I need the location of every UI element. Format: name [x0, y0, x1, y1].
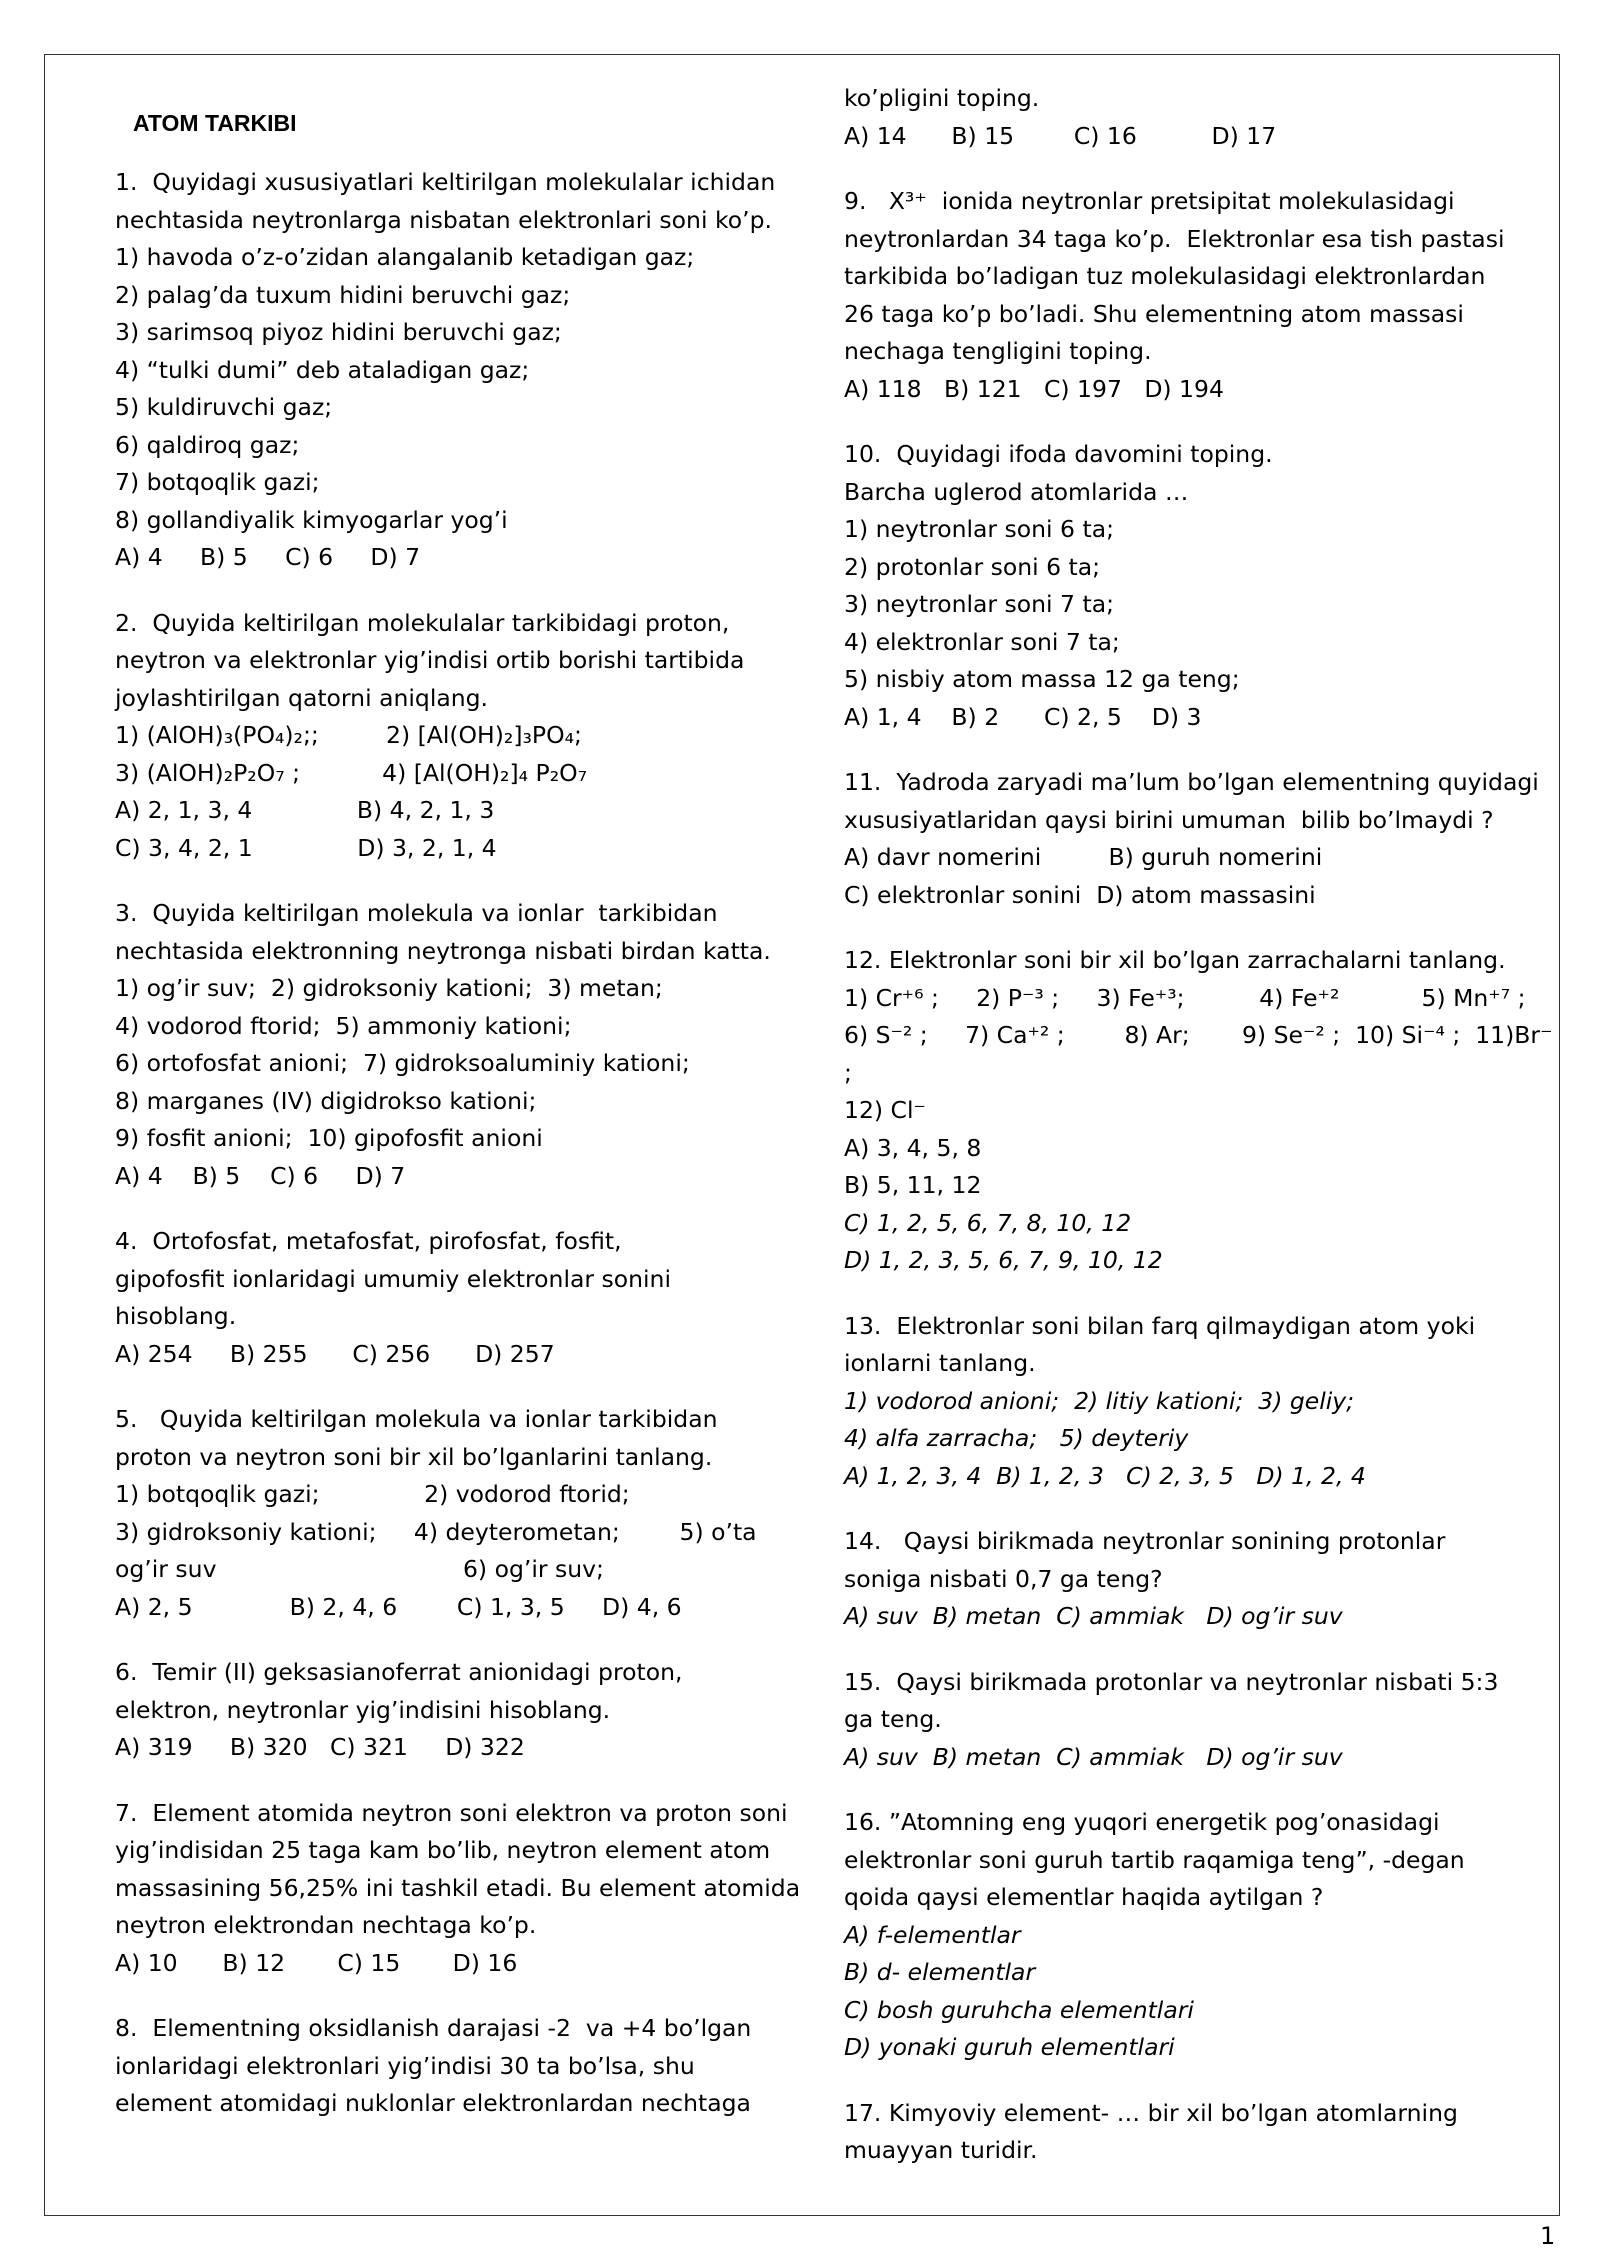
question-line: ko’pligini toping.: [844, 84, 1040, 112]
question-line: nechtasida neytronlarga nisbatan elektronlari soni ko’p.: [115, 205, 772, 234]
question-block: [115, 1654, 840, 1767]
question-block: [115, 164, 840, 577]
question-line: A) 2, 1, 3, 4 B) 4, 2, 1, 3: [115, 796, 495, 824]
question-line: 5. Quyida keltirilgan molekula va ionlar tarkibidan: [115, 1405, 718, 1433]
answer-line: A) f-elementlar: [844, 1920, 1021, 1949]
question-line: ionlaridagi elektronlari yig’indisi 30 ta bo’lsa, shu: [115, 2051, 695, 2080]
question-line: A) 4 B) 5 C) 6 D) 7: [115, 1161, 406, 1190]
question-line: 9. X³⁺ ionida neytronlar pretsipitat molekulasidagi: [844, 187, 1455, 215]
question-line: 14. Qaysi birikmada neytronlar sonining protonlar: [844, 1527, 1446, 1555]
question-line: 13. Elektronlar soni bilan farq qilmaydigan atom yoki: [844, 1311, 1476, 1340]
question-line: joylashtirilgan qatorni aniqlang.: [115, 683, 489, 712]
question-line: A) 10 B) 12 C) 15 D) 16: [115, 1948, 518, 1977]
question-block: [844, 1804, 1559, 2067]
question-line: nechtasida elektronning neytronga nisbati birdan katta.: [115, 936, 771, 965]
question-line: proton va neytron soni bir xil bo’lganlarini tanlang.: [115, 1442, 713, 1471]
question-line: 6) S⁻² ; 7) Ca⁺² ; 8) Ar; 9) Se⁻² ; 10) Si⁻⁴ ; 11)Br⁻ ;: [844, 1021, 1560, 1087]
question-line: 1) havoda o’z-o’zidan alangalanib ketadigan gaz;: [115, 243, 695, 271]
question-line: gipofosfit ionlaridagi umumiy elektronlar sonini: [115, 1264, 671, 1293]
question-line: 6) qaldiroq gaz;: [115, 430, 300, 459]
question-line: 4) elektronlar soni 7 ta;: [844, 627, 1120, 656]
question-block: [115, 605, 840, 868]
page-number: 1: [1540, 2222, 1556, 2250]
question-line: soniga nisbati 0,7 ga teng?: [844, 1564, 1163, 1593]
question-line: 1) (AlOH)₃(PO₄)₂;; 2) [Al(OH)₂]₃PO₄;: [115, 721, 582, 749]
question-line: A) 254 B) 255 C) 256 D) 257: [115, 1339, 555, 1368]
question-line: A) 319 B) 320 C) 321 D) 322: [115, 1733, 525, 1761]
question-line: C) elektronlar sonini D) atom massasini: [844, 880, 1316, 909]
question-line: elektron, neytronlar yig’indisini hisoblang.: [115, 1695, 611, 1724]
answer-line: A) 1, 2, 3, 4 B) 1, 2, 3 C) 2, 3, 5 D) 1, 2, 4: [844, 1461, 1366, 1490]
question-line: hisoblang.: [115, 1302, 237, 1330]
left-column: [115, 164, 840, 2151]
question-line: tarkibida bo’ladigan tuz molekulasidagi elektronlardan: [844, 262, 1486, 290]
question-block: [115, 2010, 840, 2123]
answer-line: B) d- elementlar: [844, 1958, 1036, 1986]
question-line: 15. Qaysi birikmada protonlar va neytronlar nisbati 5:3: [844, 1667, 1499, 1696]
question-line: 8. Elementning oksidlanish darajasi -2 va +4 bo’lgan: [115, 2014, 752, 2042]
question-line: 6. Temir (II) geksasianoferrat anionidagi proton,: [115, 1658, 683, 1686]
question-line: A) 3, 4, 5, 8: [844, 1133, 982, 1162]
question-line: 8) marganes (IV) digidrokso kationi;: [115, 1086, 537, 1115]
question-line: muayyan turidir.: [844, 2136, 1038, 2164]
question-block: [844, 764, 1559, 914]
question-line: 17. Kimyoviy element- … bir xil bo’lgan atomlarning: [844, 2098, 1458, 2127]
question-line: A) 1, 4 B) 2 C) 2, 5 D) 3: [844, 702, 1202, 731]
right-column: [844, 80, 1559, 2198]
answer-line: A) suv B) metan C) ammiak D) og’ir suv: [844, 1742, 1343, 1771]
answer-line: C) 1, 2, 5, 6, 7, 8, 10, 12: [844, 1208, 1132, 1237]
question-line: 2) palag’da tuxum hidini beruvchi gaz;: [115, 280, 571, 309]
question-line: neytron va elektronlar yig’indisi ortib borishi tartibida: [115, 646, 745, 674]
question-block: [844, 1523, 1559, 1636]
question-line: 4) “tulki dumi” deb ataladigan gaz;: [115, 355, 530, 384]
answer-line: C) bosh guruhcha elementlari: [844, 1995, 1194, 2024]
question-block: [115, 1401, 840, 1626]
question-line: yig’indisidan 25 taga kam bo’lib, neytron element atom: [115, 1836, 771, 1864]
question-line: 4. Ortofosfat, metafosfat, pirofosfat, fosfit,: [115, 1227, 622, 1255]
answer-line: 4) alfa zarracha; 5) deyteriy: [844, 1424, 1189, 1452]
question-line: massasining 56,25% ini tashkil etadi. Bu element atomida: [115, 1873, 801, 1902]
question-line: 16. ”Atomning eng yuqori energetik pog’onasidagi: [844, 1808, 1440, 1836]
question-line: xususiyatlaridan qaysi birini umuman bilib bo’lmaydi ?: [844, 805, 1494, 834]
question-line: Barcha uglerod atomlarida …: [844, 477, 1189, 506]
question-line: A) davr nomerini B) guruh nomerini: [844, 843, 1323, 871]
question-line: qoida qaysi elementlar haqida aytilgan ?: [844, 1883, 1324, 1911]
question-line: ga teng.: [844, 1705, 942, 1733]
document-title: ATOM TARKIBI: [133, 110, 297, 136]
question-block: [115, 1223, 840, 1373]
question-line: ionlarni tanlang.: [844, 1349, 1036, 1377]
question-block: [844, 2095, 1559, 2170]
question-line: 6) ortofosfat anioni; 7) gidroksoaluminiy kationi;: [115, 1049, 690, 1077]
question-line: 3) neytronlar soni 7 ta;: [844, 590, 1115, 618]
question-block: [844, 1664, 1559, 1777]
question-line: 3) sarimsoq piyoz hidini beruvchi gaz;: [115, 318, 562, 346]
question-line: 11. Yadroda zaryadi ma’lum bo’lgan elementning quyidagi: [844, 768, 1539, 796]
question-line: 1) og’ir suv; 2) gidroksoniy kationi; 3) metan;: [115, 974, 663, 1002]
question-block: [844, 80, 1559, 155]
question-block: [844, 436, 1559, 736]
question-line: A) 14 B) 15 C) 16 D) 17: [844, 121, 1277, 150]
question-line: 12. Elektronlar soni bir xil bo’lgan zarrachalarni tanlang.: [844, 946, 1506, 974]
question-line: B) 5, 11, 12: [844, 1171, 982, 1199]
question-line: 7. Element atomida neytron soni elektron va proton soni: [115, 1798, 788, 1827]
question-block: [844, 183, 1559, 408]
question-line: 3) (AlOH)₂P₂O₇ ; 4) [Al(OH)₂]₄ P₂O₇: [115, 758, 588, 787]
answer-line: 1) vodorod anioni; 2) litiy kationi; 3) geliy;: [844, 1386, 1355, 1415]
answer-line: A) suv B) metan C) ammiak D) og’ir suv: [844, 1602, 1343, 1630]
question-line: 7) botqoqlik gazi;: [115, 468, 320, 496]
question-block: [844, 1308, 1559, 1496]
question-line: 8) gollandiyalik kimyogarlar yog’i: [115, 505, 508, 534]
question-line: 2) protonlar soni 6 ta;: [844, 552, 1101, 581]
question-line: 1. Quyidagi xususiyatlari keltirilgan molekulalar ichidan: [115, 168, 776, 196]
question-line: C) 3, 4, 2, 1 D) 3, 2, 1, 4: [115, 833, 497, 862]
answer-line: D) 1, 2, 3, 5, 6, 7, 9, 10, 12: [844, 1246, 1163, 1274]
question-line: neytronlardan 34 taga ko’p. Elektronlar esa tish pastasi: [844, 224, 1505, 253]
question-line: A) 4 B) 5 C) 6 D) 7: [115, 543, 421, 571]
question-line: 1) Cr⁺⁶ ; 2) P⁻³ ; 3) Fe⁺³; 4) Fe⁺² 5) Mn⁺⁷ ;: [844, 983, 1526, 1012]
question-line: 1) neytronlar soni 6 ta;: [844, 515, 1115, 543]
question-line: 5) kuldiruvchi gaz;: [115, 393, 333, 421]
question-line: 5) nisbiy atom massa 12 ga teng;: [844, 665, 1240, 693]
question-line: 12) Cl⁻: [844, 1096, 926, 1124]
question-block: [115, 1795, 840, 1983]
question-line: 9) fosfit anioni; 10) gipofosfit anioni: [115, 1124, 543, 1152]
question-line: 4) vodorod ftorid; 5) ammoniy kationi;: [115, 1011, 572, 1040]
question-line: A) 118 B) 121 C) 197 D) 194: [844, 374, 1224, 403]
question-line: og’ir suv 6) og’ir suv;: [115, 1555, 604, 1583]
question-block: [115, 895, 840, 1195]
question-line: 10. Quyidagi ifoda davomini toping.: [844, 440, 1273, 468]
answer-line: D) yonaki guruh elementlari: [844, 2033, 1175, 2061]
question-line: 3) gidroksoniy kationi; 4) deyterometan; 5) o’ta: [115, 1517, 757, 1546]
question-line: 2. Quyida keltirilgan molekulalar tarkibidagi proton,: [115, 608, 730, 637]
question-line: nechaga tengligini toping.: [844, 337, 1152, 365]
question-line: neytron elektrondan nechtaga ko’p.: [115, 1911, 537, 1939]
question-line: 3. Quyida keltirilgan molekula va ionlar tarkibidan: [115, 899, 718, 927]
question-line: 26 taga ko’p bo’ladi. Shu elementning atom massasi: [844, 299, 1464, 328]
question-line: elektronlar soni guruh tartib raqamiga teng”, -degan: [844, 1845, 1465, 1874]
question-line: element atomidagi nuklonlar elektronlardan nechtaga: [115, 2089, 751, 2117]
question-line: 1) botqoqlik gazi; 2) vodorod ftorid;: [115, 1480, 630, 1508]
question-line: A) 2, 5 B) 2, 4, 6 C) 1, 3, 5 D) 4, 6: [115, 1592, 682, 1621]
question-block: [844, 942, 1559, 1280]
